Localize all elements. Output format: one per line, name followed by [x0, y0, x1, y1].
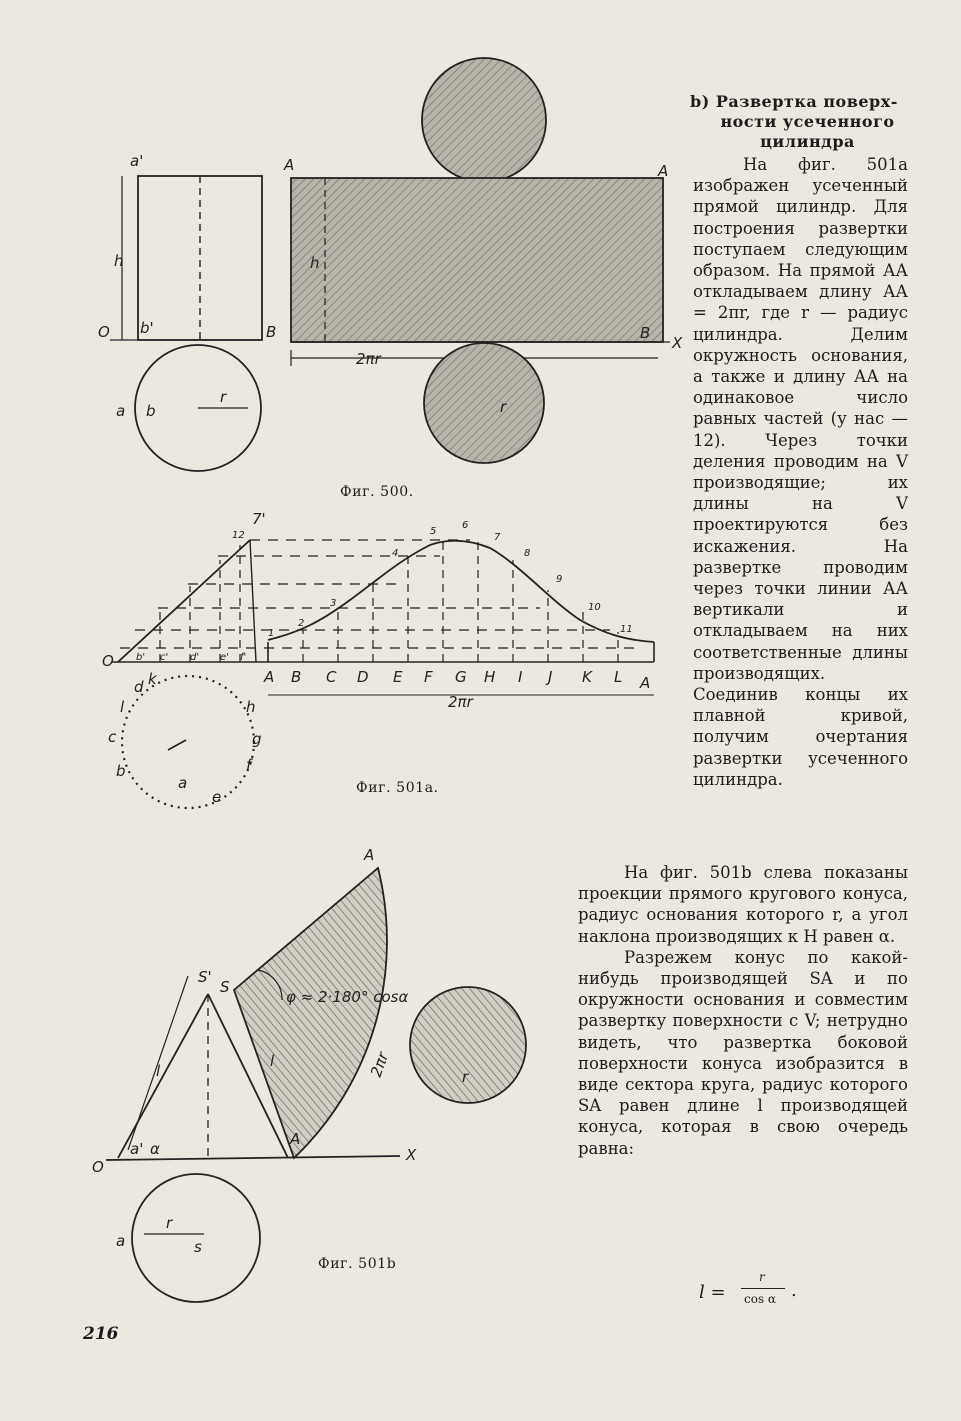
front-letter-0: b': [136, 652, 146, 663]
circle-letter-3: d: [134, 678, 144, 696]
label-2pi-r: 2πr: [356, 350, 381, 368]
curve-number-8: 9: [556, 574, 563, 585]
caption-fig-501b: Фиг. 501b: [318, 1256, 397, 1272]
baseline-letter-1: C: [326, 668, 337, 686]
curve-number-6: 7: [494, 532, 501, 543]
plan-circle-letters: [108, 670, 262, 806]
paragraph-fig-501a: На фиг. 501а изображен усеченный прямой цилиндр. Для построения развертки поступаем следующим образом. На прямой АА откладываем длину АА = 2πr, где r — радиус цилиндра. Делим окружность основания, а также и длину АА на одинаковое число равных частей (у нас — 12). Через точки деления проводим на V производящие; их длины на V проектируются без искажения. На развертке проводим через точки линии АА вертикали и откладываем на них соответственные длины производящих. Соединив концы их плавной кривой, получим очертания развертки усеченного цилиндра.: [693, 155, 908, 789]
label-angle-formula: φ ≈ 2·180° cosα: [286, 988, 409, 1006]
label-A-bottom: A: [290, 1130, 301, 1148]
column-text: [693, 154, 908, 790]
label-alpha: α: [150, 1140, 160, 1158]
paragraph-cone-development: Разрежем конус по какой-нибудь производящей SA и по окружности основания и совместим развертку поверхности с V; нетрудно видеть, что развертка боковой поверхности конуса изобразится в виде сектора круга, радиус которого SA равен длине l производящей конуса, которая в свою очередь равна:: [578, 947, 908, 1158]
circle-letter-9: l: [120, 698, 125, 716]
label-r: r: [220, 388, 227, 406]
cone-development-sector: [234, 868, 387, 1158]
curve-number-5: 6: [462, 520, 469, 531]
page-number: 216: [83, 1324, 119, 1344]
label-a-501b: a: [116, 1232, 126, 1250]
formula-end: .: [791, 1280, 797, 1301]
front-letter-2: d': [190, 652, 200, 663]
paragraph-fig-501b: На фиг. 501b слева показаны проекции прямого кругового конуса, радиус основания которого r, а угол наклона производящих к H равен α.: [578, 863, 908, 946]
caption-fig-501a: Фиг. 501а.: [356, 780, 439, 796]
label-B: B: [266, 323, 277, 341]
label-l-sector: l: [270, 1052, 275, 1070]
curve-number-11: 12: [232, 530, 245, 541]
curve-number-0: 1: [268, 628, 275, 639]
label-h-development: h: [310, 254, 320, 272]
circle-letter-4: e: [212, 788, 222, 806]
heading-line-3: цилиндра: [760, 132, 855, 151]
circle-letter-8: k: [148, 670, 157, 688]
label-B-right: B: [640, 324, 651, 342]
label-7-prime: 7': [252, 510, 266, 528]
label-a-prime: a': [130, 152, 144, 170]
label-b: b: [146, 402, 156, 420]
baseline-letter-4: F: [424, 668, 433, 686]
label-a-prime-501b: a': [130, 1140, 144, 1158]
baseline-letter-8: J: [548, 668, 553, 686]
circle-letter-0: a: [178, 774, 188, 792]
label-A-501a: A: [264, 668, 275, 686]
circle-letter-2: c: [108, 728, 117, 746]
front-letter-4: f': [240, 652, 247, 663]
figure-500: [110, 58, 670, 471]
baseline-letters: [291, 668, 622, 686]
label-X-501b: X: [406, 1146, 417, 1164]
baseline-letter-3: E: [393, 668, 403, 686]
label-A-right: A: [658, 162, 669, 180]
curve-number-2: 3: [330, 598, 337, 609]
cylinder-development: [291, 178, 663, 342]
label-h: h: [114, 252, 124, 270]
caption-fig-500: Фиг. 500.: [340, 484, 414, 500]
figure-501a: [112, 540, 654, 808]
circle-letter-1: b: [116, 762, 126, 780]
label-a: a: [116, 402, 126, 420]
label-b-prime: b': [140, 319, 154, 337]
curve-number-1: 2: [298, 618, 305, 629]
label-r-development: r: [500, 398, 507, 416]
label-l: l: [156, 1062, 161, 1080]
label-X: X: [672, 334, 683, 352]
wide-text: [578, 862, 908, 1159]
label-s-501b: s: [194, 1238, 202, 1256]
label-A-end-501a: A: [640, 674, 651, 692]
formula-denominator: cos α: [744, 1292, 777, 1306]
curve-number-4: 5: [430, 526, 437, 537]
label-2pi-r-501a: 2πr: [448, 693, 473, 711]
heading-line-1: b) Развертка поверх-: [690, 92, 898, 111]
curve-number-9: 10: [588, 602, 601, 613]
label-O: O: [98, 323, 110, 341]
front-letter-3: e': [220, 652, 229, 663]
base-circle-top: [422, 58, 546, 182]
circle-letter-5: f: [246, 756, 252, 774]
baseline-letter-6: H: [484, 668, 496, 686]
label-O-501a: O: [102, 652, 114, 670]
fraction-bar: [741, 1288, 785, 1289]
formula-lhs: l =: [699, 1282, 726, 1303]
baseline-letter-2: D: [357, 668, 369, 686]
baseline-letter-5: G: [455, 668, 467, 686]
label-A-top: A: [364, 846, 375, 864]
curve-numbers: [232, 520, 633, 639]
figure-501a-labels: [102, 510, 650, 806]
section-heading: [690, 92, 925, 152]
baseline-letter-10: L: [614, 668, 623, 686]
front-letter-1: c': [160, 652, 169, 663]
circle-letter-6: g: [252, 730, 262, 748]
curve-number-10: 11: [620, 624, 633, 635]
development-curve: [268, 541, 654, 642]
circle-letter-7: h: [246, 698, 256, 716]
label-S: S: [220, 978, 230, 996]
baseline-letter-7: I: [518, 668, 523, 686]
label-r-circle: r: [462, 1068, 469, 1086]
label-O-501b: O: [92, 1158, 104, 1176]
label-2pi-r-501b: 2πr: [366, 1049, 393, 1080]
baseline-letter-9: K: [582, 668, 592, 686]
label-A-left: A: [284, 156, 295, 174]
baseline-letter-0: B: [291, 668, 302, 686]
base-circle-bottom: [424, 343, 544, 463]
label-S-prime: S': [198, 968, 212, 986]
heading-line-2: ности усеченного: [720, 112, 895, 131]
curve-number-3: 4: [392, 548, 399, 559]
formula-numerator: r: [759, 1270, 765, 1284]
label-r-501b: r: [166, 1214, 173, 1232]
curve-number-7: 8: [524, 548, 531, 559]
formula-l: [697, 1270, 817, 1314]
